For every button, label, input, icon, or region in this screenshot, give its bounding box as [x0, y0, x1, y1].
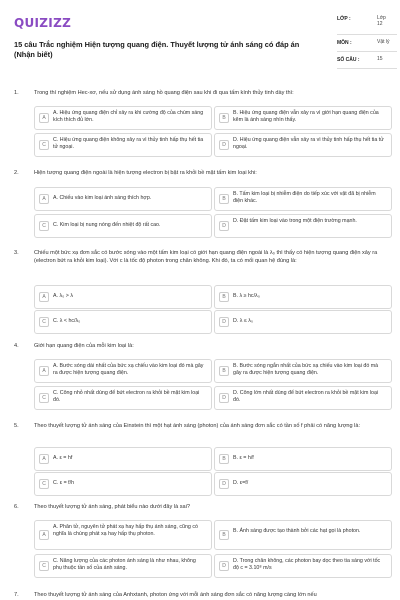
- option-letter: B: [219, 530, 229, 540]
- question-text: Trong thí nghiệm Hec-xơ, nếu sử dụng ánh sáng hồ quang điện sau khi đi qua tấm kính thủy tinh dày thì:: [34, 90, 294, 96]
- option-text: B. Hiệu ứng quang điện vẫn xảy ra vì giới hạn quang điện của kẽm là ánh sáng nhìn thấy.: [233, 110, 379, 123]
- option-letter: A: [39, 366, 49, 376]
- option-letter: A: [39, 530, 49, 540]
- option-b[interactable]: [214, 359, 392, 383]
- meta-value: Lớp 12: [377, 15, 386, 27]
- option-b[interactable]: [214, 106, 392, 130]
- option-c[interactable]: [34, 554, 212, 578]
- option-letter: C: [39, 393, 49, 403]
- option-text: C. Kim loại bị nung nóng đến nhiệt độ rất cao.: [53, 222, 161, 228]
- option-letter: C: [39, 561, 49, 571]
- option-letter: B: [219, 454, 229, 464]
- question-text: Giới hạn quang điện của mỗi kim loại là:: [34, 343, 134, 349]
- option-text: A. Bước sóng dài nhất của bức xạ chiếu vào kim loại đó mà gây ra được hiện tượng quang điện.: [53, 363, 204, 376]
- option-d[interactable]: [214, 214, 392, 238]
- option-letter: D: [219, 140, 229, 150]
- option-b[interactable]: [214, 520, 392, 550]
- option-text: D. ε=f/: [233, 480, 249, 486]
- worksheet-header: [12, 12, 388, 68]
- question-number: 4.: [14, 343, 19, 349]
- option-a[interactable]: [34, 359, 212, 383]
- option-a[interactable]: [34, 187, 212, 211]
- option-a[interactable]: [34, 285, 212, 309]
- option-text: C. Năng lượng của các photon ánh sáng là như nhau, không phụ thuộc tần số của ánh sáng.: [53, 558, 196, 571]
- option-c[interactable]: [34, 310, 212, 334]
- question-text: Theo thuyết lượng tử ánh sáng của Einstein thì một hạt ánh sáng (photon) của ánh sáng đơn sắc có tần số f phải có năng lượng là:: [34, 423, 361, 429]
- option-text: D. Trong chân không, các photon bay dọc theo tia sáng với tốc độ c = 3.10⁸ m/s: [233, 558, 381, 571]
- option-text: B. λ ≥ hc/λ₀: [233, 293, 260, 299]
- option-d[interactable]: [214, 472, 392, 496]
- option-d[interactable]: [214, 133, 392, 157]
- option-text: A. ε = hf: [53, 455, 73, 461]
- option-b[interactable]: [214, 285, 392, 309]
- option-text: B. Bước sóng ngắn nhất của bức xạ chiếu vào kim loại đó mà gây ra được hiện tượng quang điện.: [233, 363, 379, 376]
- option-c[interactable]: [34, 133, 212, 157]
- option-letter: D: [219, 479, 229, 489]
- option-text: C. Công nhỏ nhất dùng để bứt electron ra khỏi bề mặt kim loại đó.: [53, 390, 200, 403]
- question-number: 6.: [14, 504, 19, 510]
- meta-label: SỐ CÂU :: [337, 57, 360, 63]
- option-b[interactable]: [214, 447, 392, 471]
- option-a[interactable]: [34, 447, 212, 471]
- option-text: A. Hiệu ứng quang điện chỉ xảy ra khi cường độ của chùm sáng kích thích đủ lớn.: [53, 110, 204, 123]
- option-letter: A: [39, 113, 49, 123]
- option-text: C. Hiệu ứng quang điện không xảy ra vì thủy tinh hấp thụ hết tia tử ngoại.: [53, 137, 204, 150]
- option-letter: D: [219, 561, 229, 571]
- option-letter: D: [219, 317, 229, 327]
- option-d[interactable]: [214, 386, 392, 410]
- option-text: B. ε = h/f: [233, 455, 254, 461]
- option-text: D. Công lớn nhất dùng để bứt electron ra khỏi bề mặt kim loại đó.: [233, 390, 379, 403]
- option-c[interactable]: [34, 386, 212, 410]
- option-a[interactable]: [34, 520, 212, 550]
- option-text: C. ε = f/h: [53, 480, 75, 486]
- question-number: 3.: [14, 250, 19, 256]
- option-text: A. Chiếu vào kim loại ánh sáng thích hợp.: [53, 195, 152, 201]
- question-number: 1.: [14, 90, 19, 96]
- option-letter: B: [219, 194, 229, 204]
- option-letter: A: [39, 292, 49, 302]
- option-letter: D: [219, 221, 229, 231]
- worksheet-title: 15 câu Trắc nghiệm Hiện tượng quang điện. Thuyết lượng tử ánh sáng có đáp án (Nhận biết): [14, 40, 300, 59]
- question-text: Theo thuyết lượng tử ánh sáng, phát biểu nào dưới đây là sai?: [34, 504, 191, 510]
- meta-label: LỚP :: [337, 16, 351, 22]
- option-text: B. Tấm kim loại bị nhiễm điện do tiếp xúc với vật đã bị nhiễm điện khác.: [233, 191, 376, 204]
- option-a[interactable]: [34, 106, 212, 130]
- option-c[interactable]: [34, 472, 212, 496]
- meta-row-subject: [337, 38, 397, 52]
- meta-label: MÔN :: [337, 40, 352, 46]
- meta-value: Vật lý: [377, 39, 390, 45]
- question-number: 2.: [14, 170, 19, 176]
- option-letter: A: [39, 454, 49, 464]
- question-text: Hiện tượng quang điện ngoài là hiện tượng electron bị bật ra khỏi bề mặt tấm kim loại khi:: [34, 170, 257, 176]
- option-letter: C: [39, 140, 49, 150]
- option-text: D. λ ≤ λ₀: [233, 318, 254, 324]
- quizizz-logo[interactable]: QUIZIZZ: [14, 16, 72, 30]
- question-text: Chiếu một bức xạ đơn sắc có bước sóng vào một tấm kim loại có giới hạn quang điện ngoài là λ₀ thì thấy có hiện tượng quang điện xảy ra (electron bứt ra khỏi kim loại). Với c là tốc độ photon trong chân không. Khi đó, ta có mối quan hệ đúng là:: [34, 250, 378, 264]
- option-letter: B: [219, 113, 229, 123]
- meta-value: 15: [377, 56, 383, 62]
- option-letter: A: [39, 194, 49, 204]
- option-b[interactable]: [214, 187, 392, 211]
- option-letter: C: [39, 479, 49, 489]
- option-text: D. Đặt tấm kim loại vào trong một điện trường mạnh.: [233, 218, 357, 224]
- option-text: C. λ < hc/λ₀: [53, 318, 81, 324]
- question-number: 7.: [14, 592, 19, 598]
- worksheet-meta: [337, 14, 397, 72]
- option-letter: B: [219, 366, 229, 376]
- option-letter: C: [39, 221, 49, 231]
- option-text: A. Phân tử, nguyên tử phát xạ hay hấp thụ ánh sáng, cũng có nghĩa là chúng phát xạ hay hấp thụ photon.: [53, 524, 198, 537]
- option-letter: C: [39, 317, 49, 327]
- meta-row-count: [337, 55, 397, 69]
- option-letter: D: [219, 393, 229, 403]
- option-d[interactable]: [214, 554, 392, 578]
- question-number: 5.: [14, 423, 19, 429]
- question-text: Theo thuyết lượng tử ánh sáng của Anhxtanh, photon ứng với mỗi ánh sáng đơn sắc có năng lượng càng lớn nếu: [34, 592, 317, 598]
- option-text: B. Ánh sáng được tạo thành bởi các hạt gọi là photon.: [233, 528, 361, 534]
- option-c[interactable]: [34, 214, 212, 238]
- option-letter: B: [219, 292, 229, 302]
- meta-row-class: [337, 14, 397, 35]
- option-text: D. Hiệu ứng quang điện vẫn xảy ra vì thủy tinh hấp thụ hết tia tử ngoại.: [233, 137, 384, 150]
- option-text: A. λ₀ > λ: [53, 293, 74, 299]
- option-d[interactable]: [214, 310, 392, 334]
